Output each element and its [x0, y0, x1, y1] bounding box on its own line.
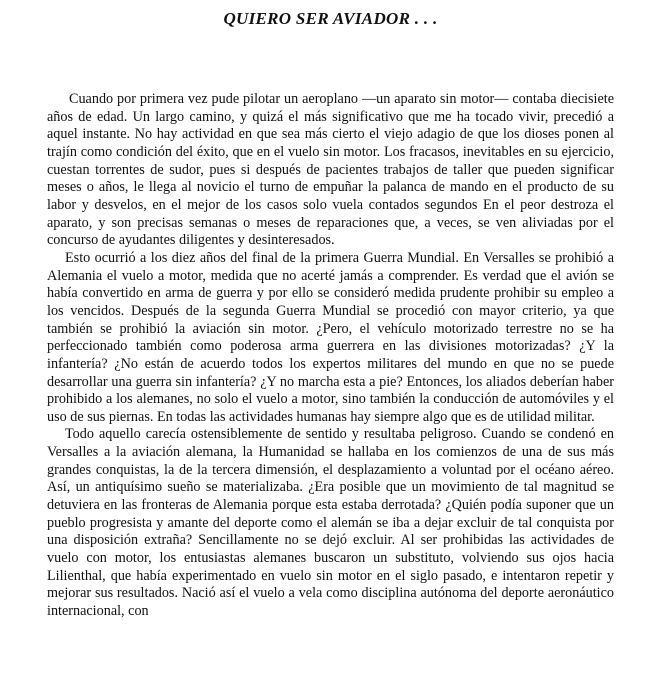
paragraph-1: Cuando por primera vez pude pilotar un aeroplano —un aparato sin motor— contaba diecisiete años de edad. Un largo camino, y quizá el más significativo que me ha tocado vivir, precedió a aquel instante. No hay actividad en que sea más cierto el viejo adagio de que los dioses ponen al trajín como condición del éxito, que en el vuelo sin motor. Los fracasos, inevitables en su ejercicio, cuestan torrentes de sudor, pues si después de pacientes trabajos de taller que pueden significar meses o años, le llega al novicio el turno de empuñar la palanca de mando en el producto de su labor y desvelos, en el mejor de los casos solo vuela contados segundos En el peor destroza el aparato, y son precisas semanas o meses de reparaciones que, a veces, se ven aliviadas por el concurso de ayudantes diligentes y desinteresados.	[47, 91, 614, 249]
paragraph-2: Esto ocurrió a los diez años del final de la primera Guerra Mundial. En Versalles se prohibió a Alemania el vuelo a motor, medida que no acerté jamás a comprender. Es verdad que el avión se había convertido en arma de guerra y por ello se consideró medida prudente prohibir su empleo a los vencidos. Después de la segunda Guerra Mundial se procedió con mayor criterio, ya que también se prohibió la aviación sin motor. ¿Pero, el vehículo motorizado terrestre no se ha perfeccionado también como poderosa arma guerrera en las divisiones motorizadas? ¿Y la infantería? ¿No están de acuerdo todos los expertos militares del mundo en que no se puede desarrollar una guerra sin infantería? ¿Y no marcha esta a pie? Entonces, los aliados deberían haber prohibido a los alemanes, no solo el vuelo a motor, sino también la conducción de automóviles y el uso de sus piernas. En todas las actividades humanas hay siempre algo que es de utilidad militar.	[47, 249, 614, 425]
chapter-title: QUIERO SER AVIADOR . . .	[223, 9, 438, 28]
document-page	[47, 0, 614, 700]
body-text	[47, 91, 614, 621]
paragraph-3: Todo aquello carecía ostensiblemente de sentido y resultaba peligroso. Cuando se condenó en Versalles a la aviación alemana, la Humanidad se hallaba en los comienzos de una de sus más grandes conquistas, la de la tercera dimensión, el desplazamiento a voluntad por el océano aéreo. Así, un antiquísimo sueño se materializaba. ¿Era posible que un movimiento de tal magnitud se detuviera en las fronteras de Alemania porque esta estaba derrotada? ¿Quién podía suponer que un pueblo progresista y amante del deporte como el alemán se iba a dejar excluir de tal conquista por una disposición extraña? Sencillamente no se dejó excluir. Al ser prohibidas las actividades de vuelo con motor, los entusiastas alemanes buscaron un substituto, volviendo sus ojos hacia Lilienthal, que había experimentado en vuelo sin motor en el siglo pasado, e intentaron repetir y mejorar sus resultados. Nació así el vuelo a vela como disciplina autónoma del deporte aeronáutico internacional, con	[47, 426, 614, 620]
